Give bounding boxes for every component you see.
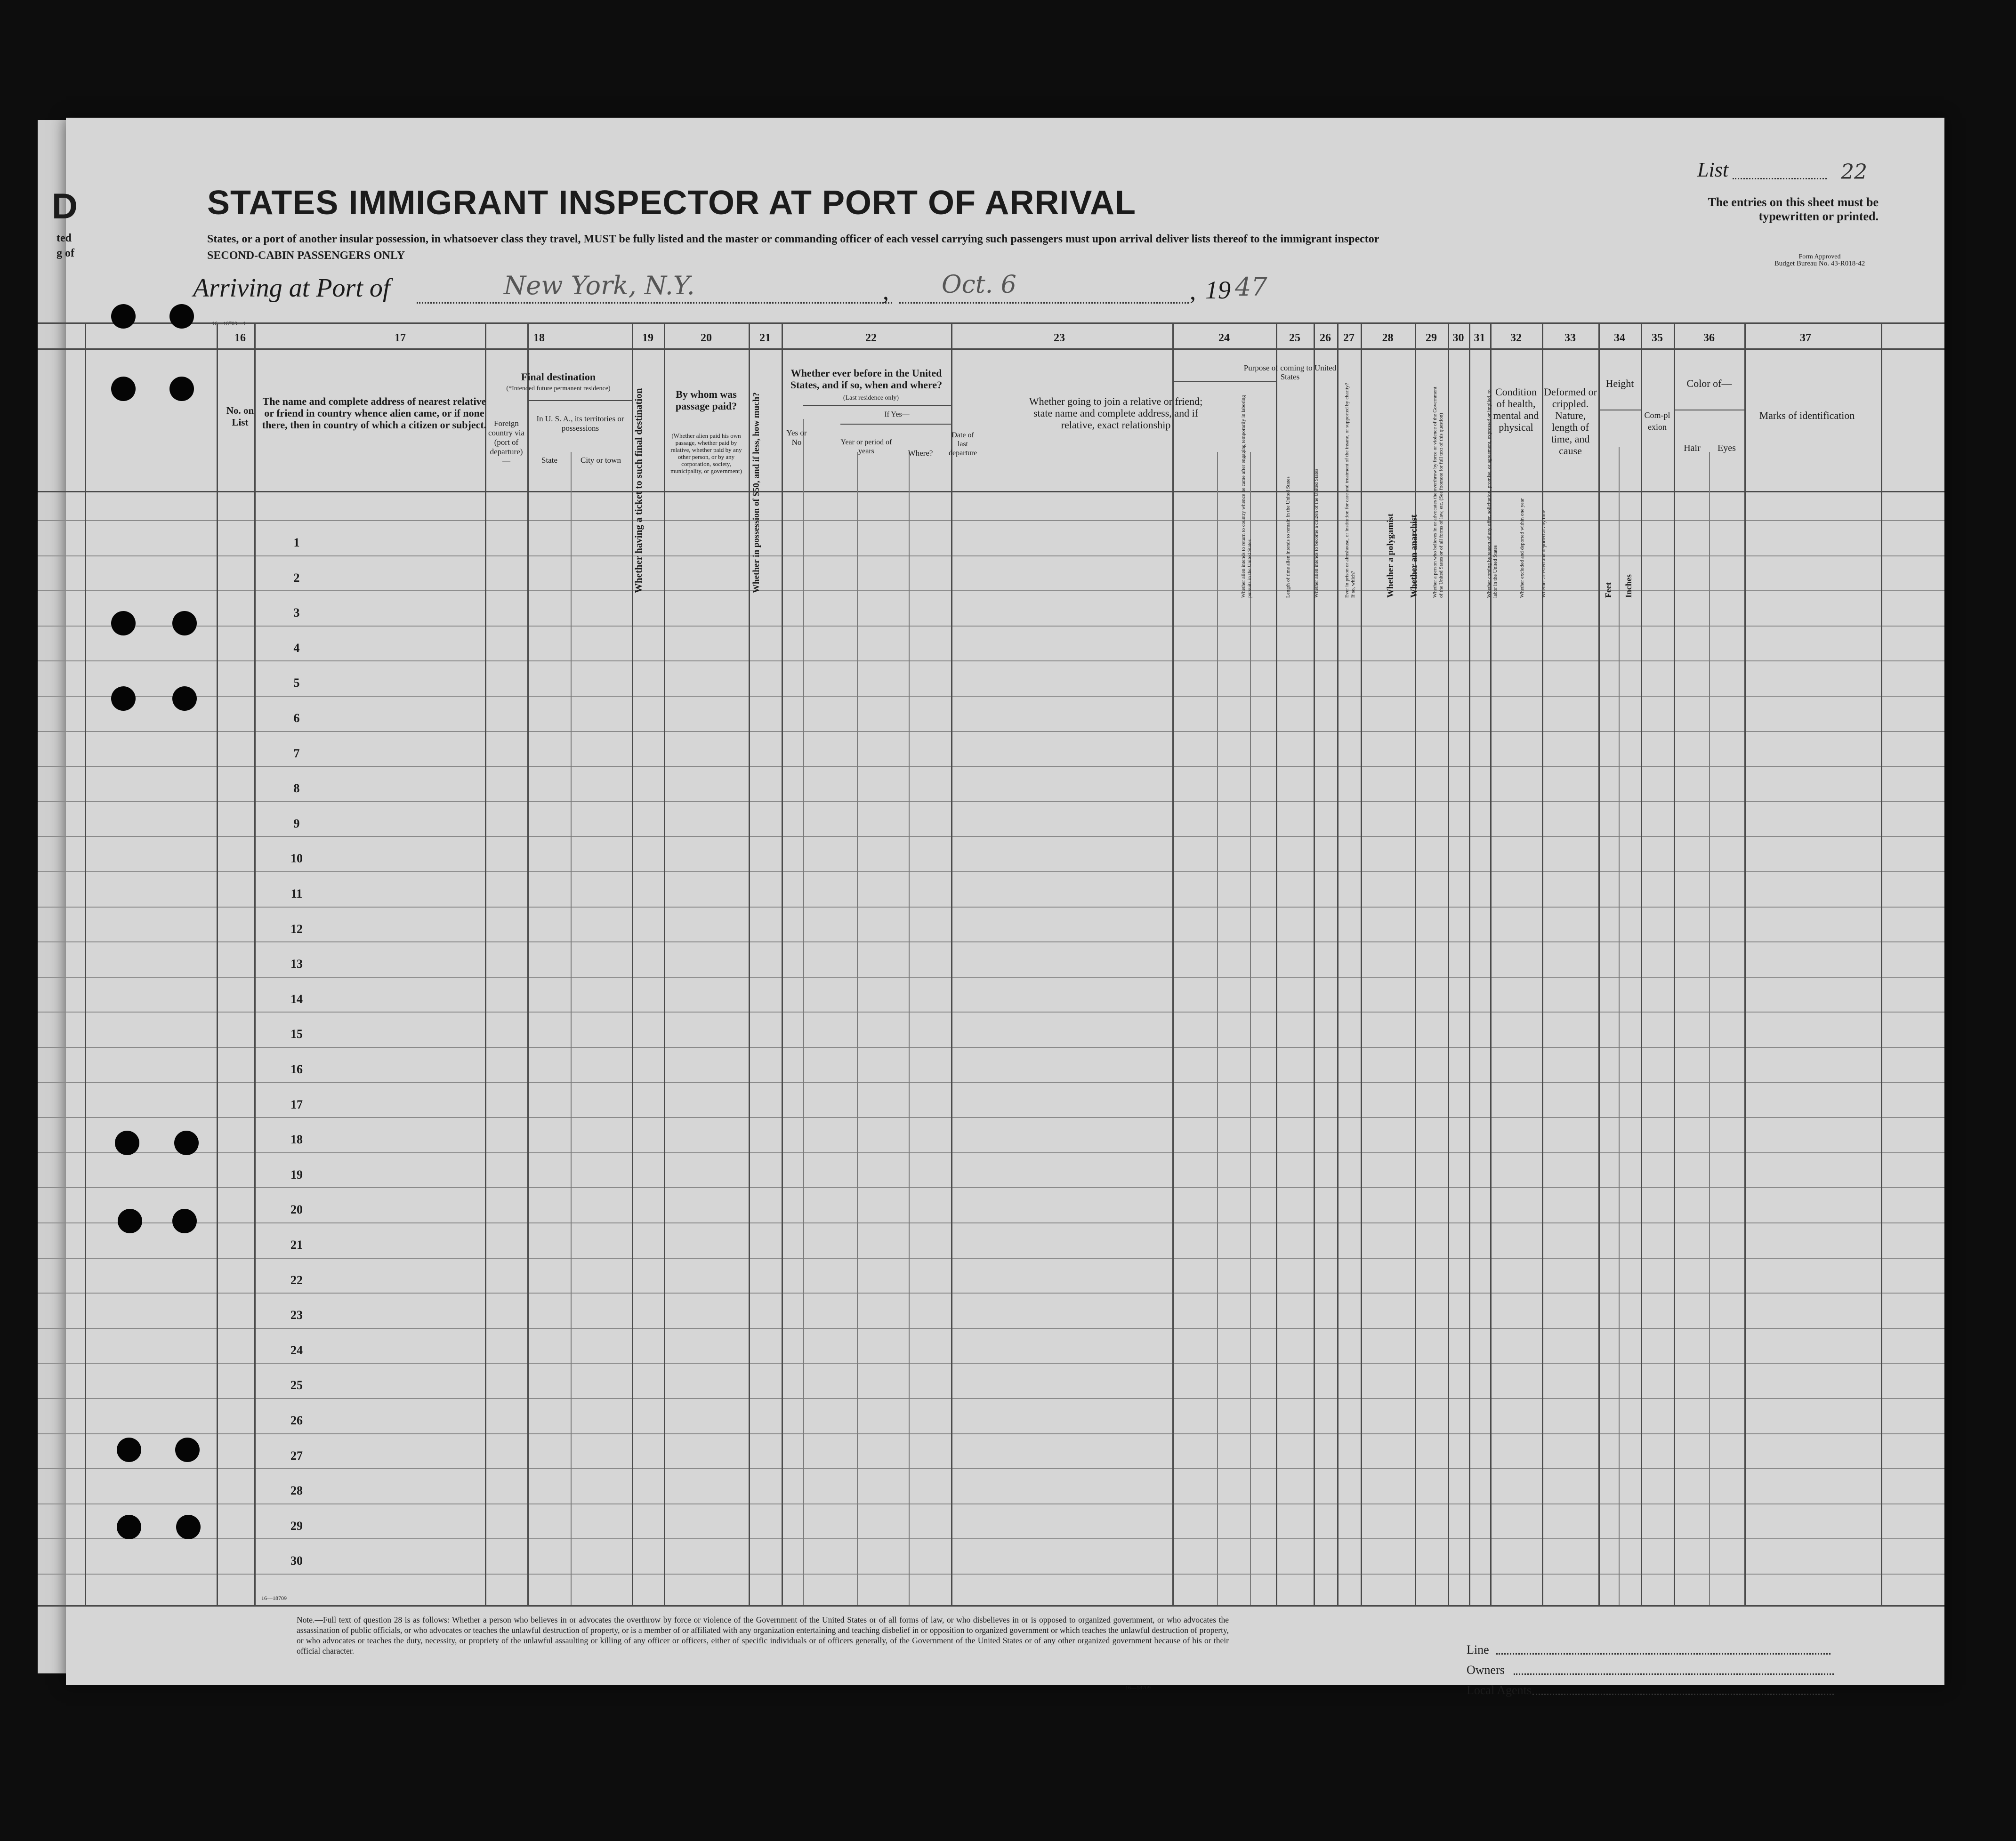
column-rule	[85, 322, 86, 1605]
comma: ,	[883, 278, 889, 305]
row-number: 21	[290, 1238, 303, 1252]
col-32-label: Condition of health, mental and physical	[1493, 386, 1539, 433]
col-30-label: Whether excluded and deported within one year	[1519, 498, 1525, 598]
row-rule	[38, 1293, 1944, 1294]
punch-hole	[118, 1209, 142, 1233]
col-16-label: No. on List	[226, 405, 254, 428]
col-26-num: 26	[1320, 332, 1331, 344]
row-rule	[38, 1328, 1944, 1329]
column-rule	[749, 322, 750, 1605]
sub-column-rule	[1619, 447, 1620, 1605]
row-rule	[38, 520, 1944, 521]
col-number-rule	[38, 348, 1944, 350]
class-line: SECOND-CABIN PASSENGERS ONLY	[207, 249, 405, 262]
column-rule	[1598, 322, 1600, 1605]
punch-hole	[169, 304, 194, 329]
arriving-port: New York, N.Y.	[504, 271, 695, 300]
row-number: 10	[290, 852, 303, 865]
page-title: STATES IMMIGRANT INSPECTOR AT PORT OF ARRIVAL	[207, 184, 1136, 222]
col-24-v1: Whether alien intends to return to country whence he came after engaging temporarily in laboring pursuits in the United States	[1241, 395, 1252, 598]
comma-2: ,	[1190, 278, 1196, 305]
col-27-num: 27	[1343, 332, 1355, 344]
row-number: 18	[290, 1133, 303, 1146]
row-rule	[38, 801, 1944, 802]
header-split-rule	[803, 405, 951, 406]
col-36-label: Color of—	[1686, 378, 1732, 389]
col-29-label: Whether coming by reason of any offer, solicitation, promise, or agreement, expressed or implied, to labor in the United States	[1486, 389, 1498, 598]
col-28-num: 28	[1382, 332, 1394, 344]
sub-column-rule	[1709, 452, 1710, 1605]
row-rule	[38, 1503, 1944, 1504]
col-21-num: 21	[759, 332, 771, 344]
row-number: 6	[293, 711, 300, 725]
col-17-num: 17	[395, 332, 406, 344]
row-number: 13	[290, 957, 303, 971]
header-split-rule	[840, 424, 951, 425]
punch-hole	[111, 611, 136, 635]
punch-hole	[176, 1515, 201, 1539]
col-28-label: Whether a person who believes in or advocates the overthrow by force or violence of the Government of the United States or of all forms of law, etc. (See footnote for full text of this question)	[1432, 386, 1444, 598]
row-rule	[38, 871, 1944, 872]
table-bottom-rule	[38, 1605, 1944, 1607]
col-18-state: State	[541, 456, 557, 465]
form-approved: Form Approved	[1798, 253, 1841, 260]
col-22-years: Year or period of years	[840, 438, 892, 455]
col-19-num: 19	[642, 332, 653, 344]
row-rule	[38, 1468, 1944, 1469]
sub-column-rule	[803, 452, 804, 1605]
line-label: Line	[1467, 1643, 1489, 1656]
sub-column-rule	[1217, 452, 1218, 1605]
sub-column-rule	[909, 452, 910, 1605]
agents-field	[1532, 1694, 1834, 1695]
punch-hole	[172, 611, 197, 635]
left-fragment-1: ted	[56, 232, 72, 244]
punch-hole	[172, 686, 197, 711]
column-rule	[217, 322, 218, 1605]
row-rule	[38, 696, 1944, 697]
col-18-city: City or town	[581, 456, 621, 465]
col-20-note: (Whether alien paid his own passage, whether paid by relative, whether paid by any other person, or by any corporation, society, municipality, or government)	[670, 432, 742, 474]
column-rule	[1172, 322, 1174, 1605]
col-23-label: Whether going to join a relative or friend; state name and complete address, and if relative, exact relationship	[1029, 395, 1203, 431]
row-number: 5	[293, 676, 300, 690]
row-number: 7	[293, 747, 300, 760]
row-rule	[38, 1222, 1944, 1223]
col-34-inches: Inches	[1624, 574, 1633, 598]
col-18-sublabel: (*Intended future permanent residence)	[506, 385, 611, 392]
col-34-label: Height	[1605, 378, 1634, 389]
row-rule	[38, 1082, 1944, 1083]
row-rule	[38, 941, 1944, 942]
col-22-label: Whether ever before in the United States, and if so, when and where?	[790, 367, 943, 391]
col-22-sublabel: (Last residence only)	[843, 394, 899, 402]
row-rule	[38, 1047, 1944, 1048]
row-rule	[38, 590, 1944, 591]
instructions: The entries on this sheet must be typewritten or printed.	[1708, 195, 1879, 223]
punch-hole	[172, 1209, 197, 1233]
punch-hole	[174, 1131, 199, 1155]
column-rule	[254, 322, 256, 1605]
row-number: 25	[290, 1378, 303, 1392]
col-24-num: 24	[1218, 332, 1230, 344]
punch-hole	[111, 686, 136, 711]
col-36-eyes: Eyes	[1718, 443, 1736, 453]
column-rule	[782, 322, 783, 1605]
row-rule	[38, 731, 1944, 732]
arriving-date: Oct. 6	[942, 271, 1016, 299]
col-21-label: Whether in possession of $50, and if less, how much?	[751, 392, 761, 593]
title-fragment: D	[52, 186, 78, 226]
sub-column-rule	[1250, 452, 1251, 1605]
col-18-num: 18	[533, 332, 545, 344]
row-number: 29	[290, 1519, 303, 1533]
col-31-label: Whether arrested and deported at any time	[1541, 510, 1547, 598]
row-number: 9	[293, 817, 300, 830]
row-number: 24	[290, 1343, 303, 1357]
row-number: 12	[290, 922, 303, 936]
col-22-yesno: Yes or No	[786, 428, 807, 447]
row-number: 17	[290, 1098, 303, 1111]
punch-hole	[111, 377, 136, 401]
manifest-sheet	[52, 118, 1944, 1697]
row-number: 11	[290, 887, 303, 900]
owners-field	[1514, 1673, 1834, 1675]
punch-hole	[175, 1438, 200, 1462]
row-rule	[38, 555, 1944, 556]
row-number: 30	[290, 1554, 303, 1568]
row-rule	[38, 977, 1944, 978]
column-rule	[951, 322, 952, 1605]
row-rule	[38, 626, 1944, 627]
row-rule	[38, 836, 1944, 837]
row-number: 20	[290, 1203, 303, 1216]
header-split-rule	[1172, 381, 1276, 382]
list-number: 22	[1841, 160, 1867, 184]
list-label: List	[1697, 158, 1729, 181]
col-19-label: Whether having a ticket to such final destination	[633, 388, 644, 593]
year-prefix: 19	[1205, 276, 1231, 304]
col-22-where: Where?	[908, 449, 933, 458]
row-number: 16	[290, 1062, 303, 1076]
column-rule	[664, 322, 665, 1605]
column-rule	[1641, 322, 1642, 1605]
column-rule	[485, 322, 486, 1605]
col-37-num: 37	[1800, 332, 1811, 344]
col-18-foreign: Foreign country via (port of departure)—	[488, 419, 524, 466]
row-number: 14	[290, 992, 303, 1006]
agents-label: Local Agents	[1467, 1683, 1532, 1697]
col-22-ifyes: If Yes—	[884, 410, 910, 418]
col-20-label: By whom was passage paid?	[675, 388, 737, 412]
col-20-num: 20	[701, 332, 712, 344]
row-number: 27	[290, 1449, 303, 1463]
col-35-num: 35	[1652, 332, 1663, 344]
col-34-feet: Feet	[1604, 582, 1613, 598]
row-number: 1	[293, 536, 300, 549]
table-top-rule	[38, 322, 1944, 324]
col-27-label: Whether an anarchist	[1409, 515, 1419, 598]
header-bottom-rule	[38, 491, 1944, 492]
punch-hole	[111, 304, 136, 329]
column-rule	[1881, 322, 1882, 1605]
col-18-label: Final destination	[521, 371, 596, 383]
sub-column-rule	[857, 452, 858, 1605]
row-rule	[38, 660, 1944, 661]
row-number: 4	[293, 641, 300, 655]
col-26-label: Whether a polygamist	[1386, 513, 1395, 598]
row-number: 19	[290, 1168, 303, 1182]
punch-hole	[117, 1515, 141, 1539]
year-suffix: 47	[1235, 272, 1267, 302]
col-25-label: Ever in prison or almshouse, or institution for care and treatment of the insane, or supported by charity? If so, which?	[1344, 383, 1356, 598]
column-rule	[1674, 322, 1675, 1605]
row-number: 8	[293, 781, 300, 795]
col-30-num: 30	[1452, 332, 1464, 344]
col-29-num: 29	[1426, 332, 1437, 344]
col-33-label: Deformed or crippled. Nature, length of time, and cause	[1543, 386, 1597, 457]
col-33-num: 33	[1564, 332, 1576, 344]
column-rule	[1744, 322, 1746, 1605]
row-rule	[38, 1152, 1944, 1153]
row-rule	[38, 1398, 1944, 1399]
col-25-num: 25	[1289, 332, 1300, 344]
col-18-usa: In U. S. A., its territories or possessions	[536, 414, 624, 433]
budget-bureau: Budget Bureau No. 43-R018-42	[1774, 260, 1865, 267]
row-number: 15	[290, 1027, 303, 1041]
col-32-num: 32	[1510, 332, 1522, 344]
col-35-label: Com-plexion	[1644, 410, 1670, 432]
col-37-label: Marks of identification	[1759, 410, 1855, 421]
row-number: 28	[290, 1484, 303, 1497]
form-code-right: 16—18709	[1125, 1684, 1151, 1691]
row-rule	[38, 1117, 1944, 1118]
sub-column-rule	[571, 452, 572, 1605]
arriving-label: Arriving at Port of	[193, 273, 390, 303]
row-rule	[38, 766, 1944, 767]
col-34-num: 34	[1614, 332, 1625, 344]
col-24-label: Purpose of coming to United States	[1243, 363, 1337, 381]
col-22-num: 22	[865, 332, 877, 344]
owners-label: Owners	[1467, 1663, 1505, 1677]
port-line	[417, 302, 892, 304]
form-code-left: 16—18709	[261, 1595, 287, 1601]
row-rule	[38, 1538, 1944, 1539]
footnote: Note.—Full text of question 28 is as follows: Whether a person who believes in or advocates the overthrow by force or violence of the Government of the United States or of all forms of law, or who disbelieves in or is opposed to organized government, or who advocates the assassination of public officials, or who advocates or teaches the unlawful destruction of property, or is a member of or affiliated with any organization entertaining and teaching disbelief in or opposition to organized government or which teaches the unlawful destruction of property, or who advocates or teaches the duty, necessity, or propriety of the unlawful assaulting or killing of any officer or officers, either of specific individuals or of officers generally, of the Government of the United States or of any other organized government because of his or their official character.	[297, 1615, 1229, 1656]
subtitle: States, or a port of another insular possession, in whatsoever class they travel, MUST be fully listed and the master or commanding officer of each vessel carrying such passengers must upon arrival deliver lists thereof to the immigrant inspector	[207, 233, 1379, 245]
row-rule	[38, 1363, 1944, 1364]
row-rule	[38, 907, 1944, 908]
row-number: 3	[293, 606, 300, 619]
row-rule	[38, 1433, 1944, 1434]
left-fragment-2: g of	[56, 247, 74, 259]
line-field	[1496, 1653, 1831, 1655]
row-number: 22	[290, 1273, 303, 1287]
punch-hole	[115, 1131, 139, 1155]
col-16-num: 16	[234, 332, 246, 344]
row-number: 2	[293, 571, 300, 585]
column-rule	[527, 322, 529, 1605]
col-17-label: The name and complete address of nearest relative or friend in country whence alien came, or if none there, then in country of which a citizen or subject.	[262, 395, 487, 431]
col-36-num: 36	[1703, 332, 1715, 344]
col-24-v3: Whether alien intends to become a citizen of the United States	[1314, 468, 1319, 598]
row-rule	[38, 1187, 1944, 1188]
col-22-date: Date of last departure	[949, 431, 977, 457]
date-line	[899, 302, 1189, 304]
col-31-num: 31	[1474, 332, 1485, 344]
header-split-rule	[528, 400, 632, 401]
col-36-hair: Hair	[1684, 443, 1701, 453]
punch-hole	[169, 377, 194, 401]
col-24-v2: Length of time alien intends to remain in the United States	[1285, 476, 1291, 598]
row-rule	[38, 1258, 1944, 1259]
col-23-num: 23	[1054, 332, 1065, 344]
row-rule	[38, 1012, 1944, 1013]
punch-hole	[117, 1438, 141, 1462]
row-number: 26	[290, 1414, 303, 1427]
row-rule	[38, 1574, 1944, 1575]
row-number: 23	[290, 1308, 303, 1322]
list-line	[1733, 178, 1827, 179]
